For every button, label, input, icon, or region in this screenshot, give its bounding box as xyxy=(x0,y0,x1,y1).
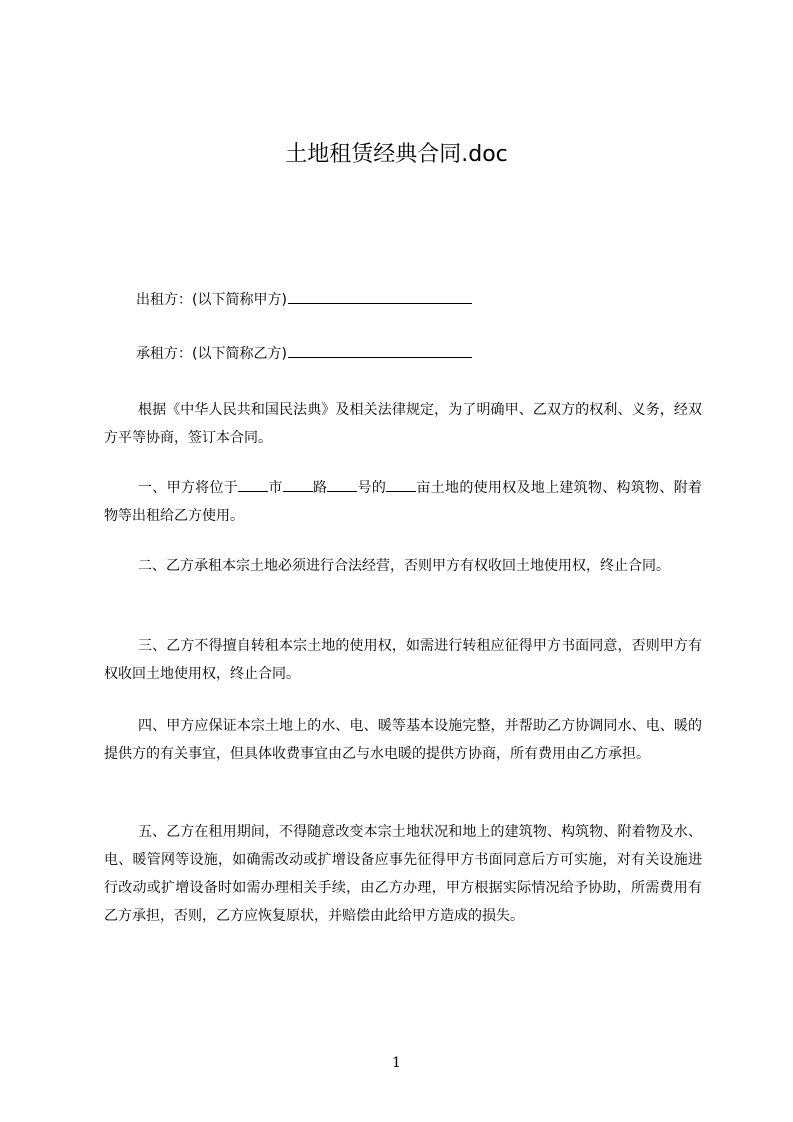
clause-1-paragraph xyxy=(104,474,702,530)
clause-1-text-a: 一、甲方将位于 xyxy=(138,480,239,496)
lessor-label: 出租方：(以下简称甲方) xyxy=(136,292,287,308)
road-blank xyxy=(283,479,313,492)
area-blank xyxy=(386,479,416,492)
lessee-line xyxy=(136,344,472,364)
page-number: 1 xyxy=(392,1055,401,1071)
clause-1-text-b: 市 xyxy=(268,480,283,496)
clause-3-paragraph: 三、乙方不得擅自转租本宗土地的使用权，如需进行转租应征得甲方书面同意，否则甲方有权收回土地使用权，终止合同。 xyxy=(104,638,702,682)
document-title: 土地租赁经典合同.doc xyxy=(285,142,508,167)
clause-1-text-d: 号的 xyxy=(357,480,387,496)
preamble-paragraph: 根据《中华人民共和国民法典》及相关法律规定，为了明确甲、乙双方的权利、义务，经双方平等协商，签订本合同。 xyxy=(104,402,702,446)
lessor-line xyxy=(136,290,472,310)
clause-1-text-e: 亩土地的使用权及地上建筑物、构筑物、附着物等出租给乙方使用。 xyxy=(104,480,703,524)
clause-4-paragraph: 四、甲方应保证本宗土地上的水、电、暖等基本设施完整，并帮助乙方协调同水、电、暖的提供方的有关事宜，但具体收费事宜由乙与水电暖的提供方协商，所有费用由乙方承担。 xyxy=(104,718,702,762)
lessee-label: 承租方：(以下简称乙方) xyxy=(136,346,287,362)
lessor-blank xyxy=(288,290,472,304)
city-blank xyxy=(238,479,268,492)
clause-1-text-c: 路 xyxy=(312,480,328,496)
clause-2-paragraph: 二、乙方承租本宗土地必须进行合法经营，否则甲方有权收回土地使用权，终止合同。 xyxy=(138,558,670,574)
number-blank xyxy=(327,479,357,492)
clause-5-paragraph: 五、乙方在租用期间，不得随意改变本宗土地状况和地上的建筑物、构筑物、附着物及水、电、暖管网等设施，如确需改动或扩增设备应事先征得甲方书面同意后方可实施，对有关设施进行改动或扩增设备时如需办理相关手续，由乙方办理，甲方根据实际情况给予协助，所需费用有乙方承担，否则，乙方应恢复原状，并赔偿由此给甲方造成的损失。 xyxy=(104,824,702,924)
lessee-blank xyxy=(288,344,472,358)
